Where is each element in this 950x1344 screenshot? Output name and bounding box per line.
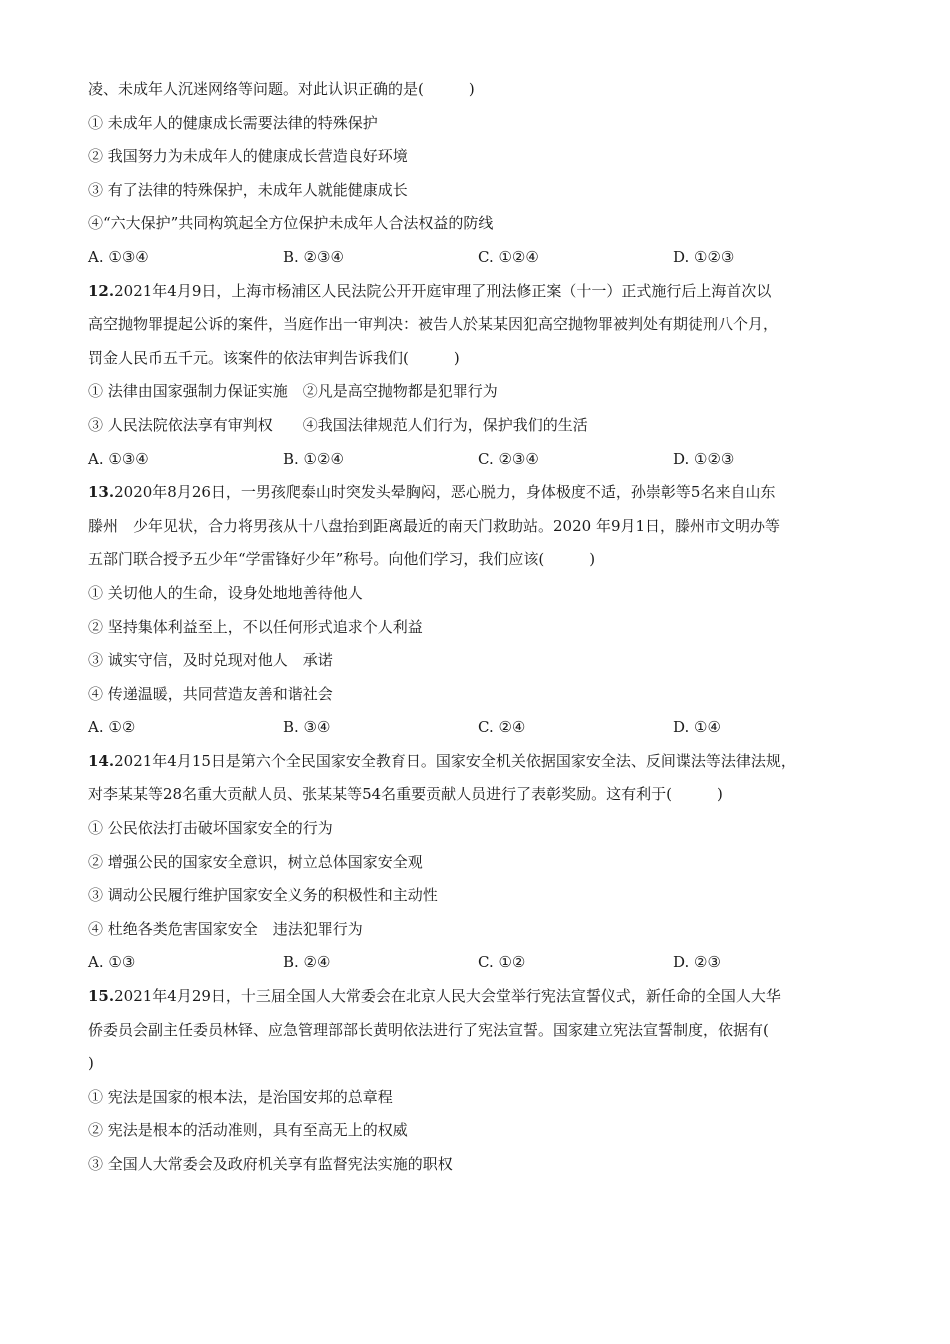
option-b: B. ①②④: [283, 449, 344, 468]
statement-item: ① 关切他人的生命，设身处地地善待他人: [88, 583, 363, 602]
answer-options: [88, 246, 878, 280]
option-b: B. ③④: [283, 718, 331, 737]
option-c: C. ①②④: [478, 247, 539, 266]
question-13: [88, 481, 878, 750]
question-stem-line: ): [88, 1054, 94, 1073]
statement-item: ② 增强公民的国家安全意识，树立总体国家安全观: [88, 852, 423, 871]
question-14: [88, 750, 878, 985]
statement-item: ④ 传递温暖，共同营造友善和谐社会: [88, 684, 333, 703]
statement-item: ② 坚持集体利益至上，不以任何形式追求个人利益: [88, 617, 423, 636]
answer-options: [88, 951, 878, 985]
statement-item: ③ 人民法院依法享有审判权 ④我国法律规范人们行为，保护我们的生活: [88, 415, 588, 434]
statement-item: ① 公民依法打击破坏国家安全的行为: [88, 819, 333, 838]
option-a: A. ①②: [88, 718, 136, 737]
statement-item: ① 宪法是国家的根本法，是治国安邦的总章程: [88, 1087, 393, 1106]
option-c: C. ①②: [478, 953, 526, 972]
question-number: 12.: [88, 281, 115, 300]
question-stem-line: 五部门联合授予五少年“学雷锋好少年”称号。向他们学习，我们应该( ): [88, 550, 596, 569]
option-c: C. ②④: [478, 718, 526, 737]
question-12: [88, 280, 878, 482]
option-c: C. ②③④: [478, 449, 539, 468]
statement-item: ③ 调动公民履行维护国家安全义务的积极性和主动性: [88, 886, 438, 905]
option-a: A. ①③④: [88, 449, 149, 468]
statement-item: ① 未成年人的健康成长需要法律的特殊保护: [88, 113, 378, 132]
question-11: [88, 78, 878, 280]
answer-options: [88, 716, 878, 750]
question-stem-line: 15.2021年4月29日，十三届全国人大常委会在北京人民大会堂举行宪法宣誓仪式，新任命的全国人大华: [88, 987, 781, 1006]
statement-item: ① 法律由国家强制力保证实施 ②凡是高空抛物都是犯罪行为: [88, 382, 498, 401]
option-d: D. ①②③: [673, 247, 735, 266]
answer-options: [88, 448, 878, 482]
question-stem-line: 罚金人民币五千元。该案件的依法审判告诉我们( ): [88, 348, 460, 367]
exam-page: [88, 78, 878, 1187]
question-number: 13.: [88, 483, 115, 502]
question-stem-line: 凌、未成年人沉迷网络等问题。对此认识正确的是( ): [88, 80, 475, 98]
question-number: 15.: [88, 987, 115, 1006]
question-stem-line: 12.2021年4月9日，上海市杨浦区人民法院公开开庭审理了刑法修正案（十一）正式施行后上海首次以: [88, 281, 772, 300]
statement-item: ③ 诚实守信，及时兑现对他人 承诺: [88, 651, 333, 670]
statement-item: ④ 杜绝各类危害国家安全 违法犯罪行为: [88, 919, 363, 938]
question-stem-line: 对李某某等28名重大贡献人员、张某某等54名重要贡献人员进行了表彰奖励。这有利于( ): [88, 785, 723, 804]
option-a: A. ①③④: [88, 247, 149, 266]
statement-item: ③ 全国人大常委会及政府机关享有监督宪法实施的职权: [88, 1155, 453, 1173]
question-15: [88, 985, 878, 1187]
option-d: D. ①④: [673, 718, 721, 737]
statement-item: ② 我国努力为未成年人的健康成长营造良好环境: [88, 147, 408, 166]
option-a: A. ①③: [88, 953, 136, 972]
option-b: B. ②③④: [283, 247, 344, 266]
question-stem-line: 高空抛物罪提起公诉的案件，当庭作出一审判决：被告人於某某因犯高空抛物罪被判处有期徒刑八个月，: [88, 315, 779, 334]
question-stem-line: 14.2021年4月15日是第六个全民国家安全教育日。国家安全机关依据国家安全法、反间谍法等法律法规，: [88, 751, 796, 770]
question-stem-line: 13.2020年8月26日，一男孩爬泰山时突发头晕胸闷，恶心脱力，身体极度不适，孙崇彰等5名来自山东: [88, 483, 776, 502]
question-stem-line: 滕州 少年见状，合力将男孩从十八盘抬到距离最近的南天门救助站。2020 年9月1日，滕州市文明办等: [88, 516, 781, 535]
question-stem-line: 侨委员会副主任委员林铎、应急管理部部长黄明依法进行了宪法宣誓。国家建立宪法宣誓制度，依据有(: [88, 1020, 769, 1039]
question-number: 14.: [88, 751, 115, 770]
option-d: D. ②③: [673, 953, 721, 972]
option-b: B. ②④: [283, 953, 331, 972]
statement-item: ③ 有了法律的特殊保护，未成年人就能健康成长: [88, 180, 408, 199]
statement-item: ② 宪法是根本的活动准则，具有至高无上的权威: [88, 1121, 408, 1140]
option-d: D. ①②③: [673, 449, 735, 468]
statement-item: ④“六大保护”共同构筑起全方位保护未成年人合法权益的防线: [88, 214, 494, 233]
